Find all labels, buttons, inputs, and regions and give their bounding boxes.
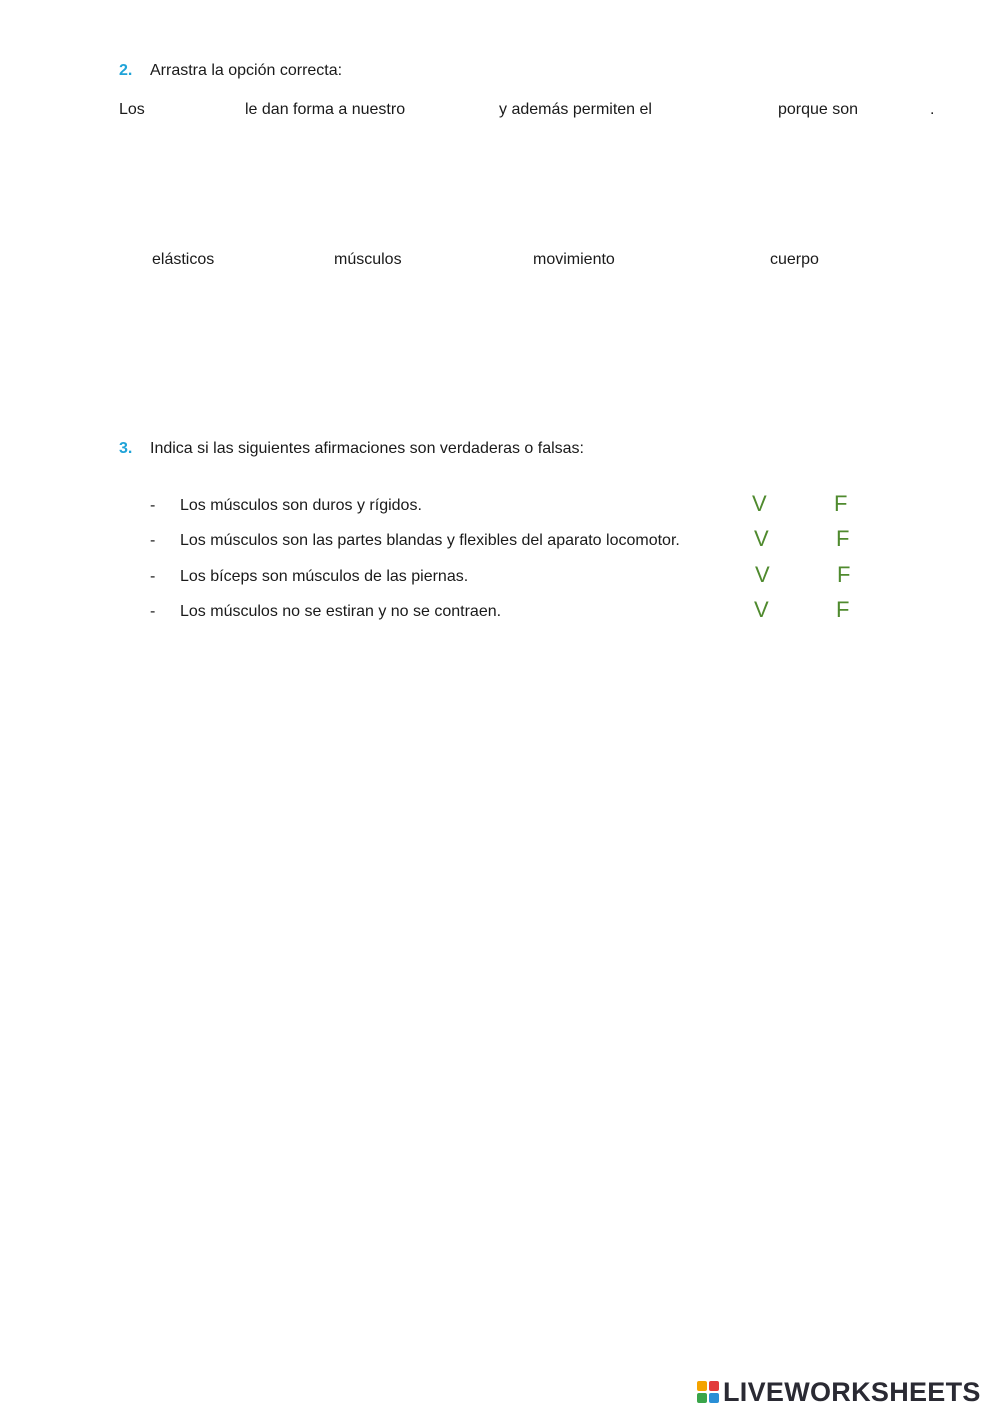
statement-2: Los músculos son las partes blandas y flexibles del aparato locomotor. (180, 532, 680, 549)
logo-squares-icon (697, 1381, 719, 1403)
true-option-4[interactable]: V (754, 597, 769, 622)
option-musculos[interactable]: músculos (334, 251, 402, 268)
sentence-fragment: y además permiten el (499, 101, 652, 118)
list-dash: - (150, 532, 156, 549)
false-option-3[interactable]: F (837, 562, 851, 587)
logo-text: LIVEWORKSHEETS (723, 1376, 981, 1407)
option-elasticos[interactable]: elásticos (152, 251, 215, 268)
sentence-fragment: porque son (778, 101, 859, 118)
question-instruction: Arrastra la opción correcta: (150, 62, 343, 79)
statement-3: Los bíceps son músculos de las piernas. (180, 568, 469, 585)
drop-zone-1[interactable] (150, 97, 238, 123)
false-option-4[interactable]: F (836, 597, 850, 622)
question-number: 2. (119, 62, 133, 79)
true-option-1[interactable]: V (752, 491, 767, 516)
question-number: 3. (119, 440, 133, 457)
true-option-3[interactable]: V (755, 562, 770, 587)
option-movimiento[interactable]: movimiento (533, 251, 615, 268)
sentence-period: . (930, 101, 935, 118)
list-dash: - (150, 497, 156, 514)
logo-square (709, 1393, 719, 1403)
sentence-fragment: Los (119, 101, 145, 118)
drop-zone-3[interactable] (666, 97, 772, 123)
statement-4: Los músculos no se estiran y no se contraen. (180, 603, 502, 620)
sentence-fragment: le dan forma a nuestro (245, 101, 406, 118)
drop-zone-2[interactable] (420, 97, 492, 123)
statement-1: Los músculos son duros y rígidos. (180, 497, 422, 514)
liveworksheets-logo (697, 1378, 981, 1406)
logo-square (697, 1393, 707, 1403)
logo-square (709, 1381, 719, 1391)
false-option-2[interactable]: F (836, 526, 850, 551)
list-dash: - (150, 603, 156, 620)
false-option-1[interactable]: F (834, 491, 848, 516)
option-cuerpo[interactable]: cuerpo (770, 251, 819, 268)
logo-square (697, 1381, 707, 1391)
true-option-2[interactable]: V (754, 526, 769, 551)
list-dash: - (150, 568, 156, 585)
question-instruction: Indica si las siguientes afirmaciones son verdaderas o falsas: (150, 440, 584, 457)
drop-zone-4[interactable] (868, 97, 924, 123)
